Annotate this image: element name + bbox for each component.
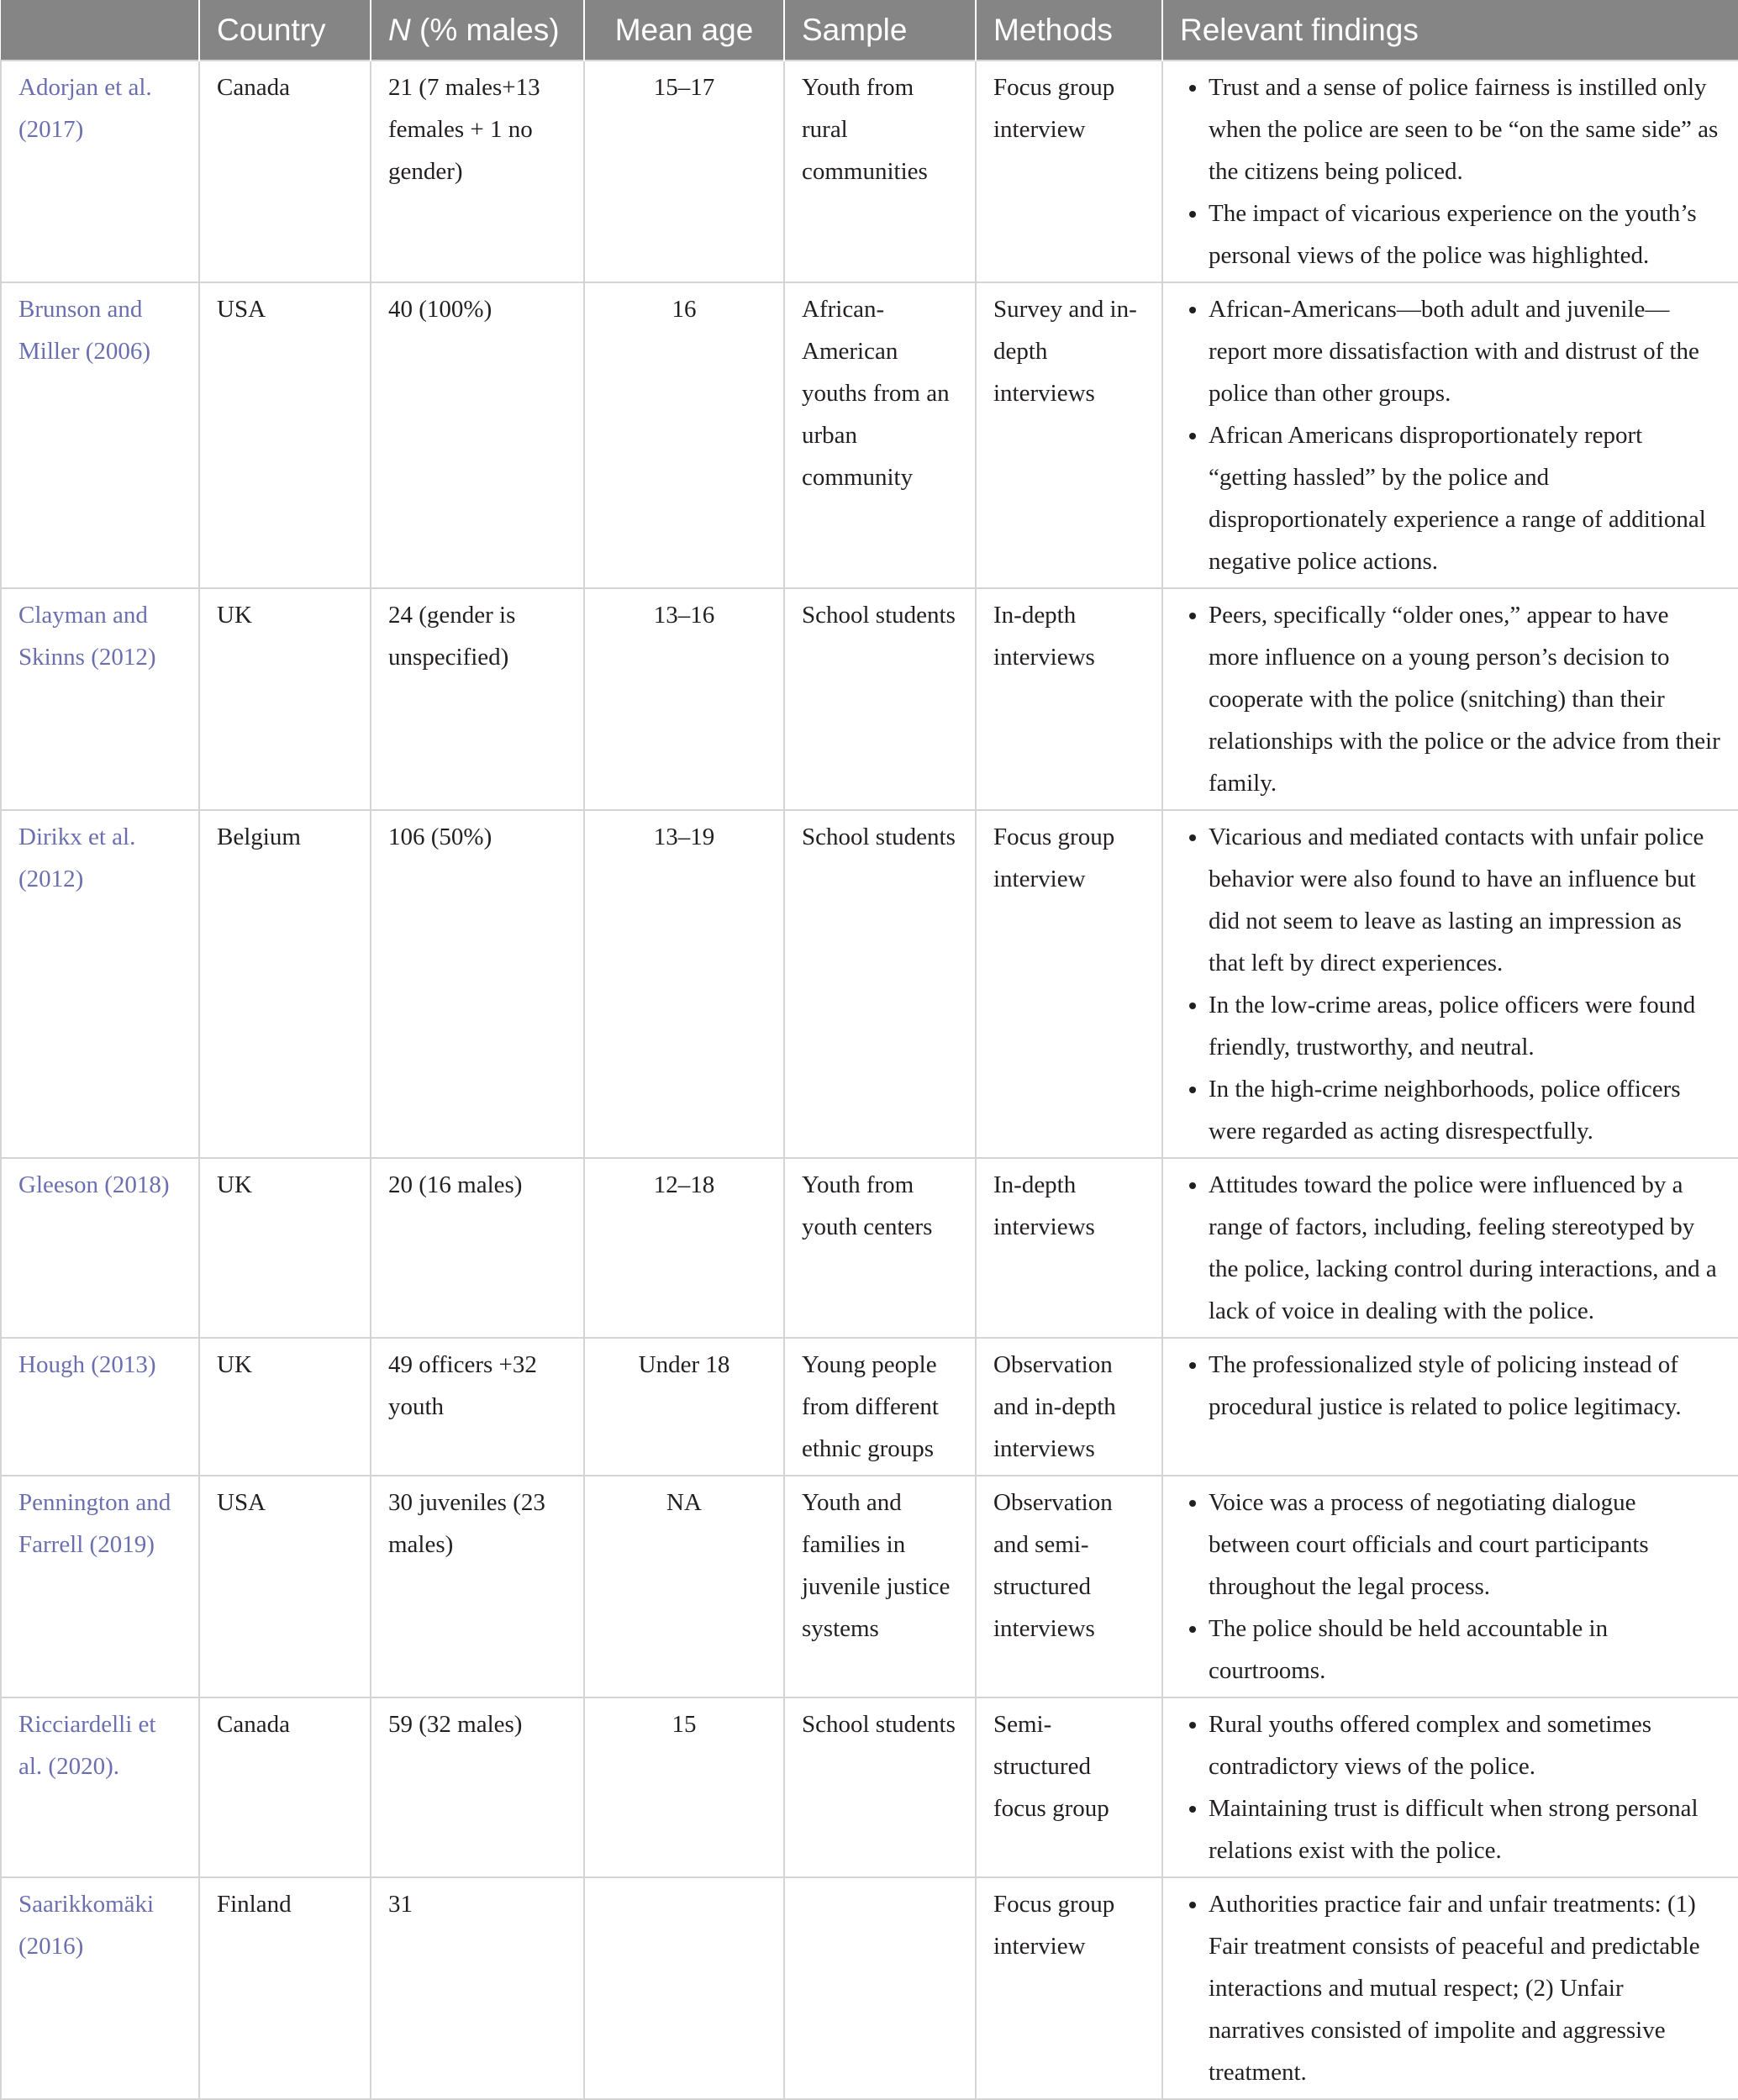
cell-mean-age: 16 xyxy=(584,282,784,588)
table-row xyxy=(1,1158,1738,1338)
cell-country: Canada xyxy=(199,61,371,282)
cell-findings xyxy=(1162,1338,1738,1476)
cell-study: Adorjan et al. (2017) xyxy=(1,61,199,282)
cell-country: Belgium xyxy=(199,810,371,1158)
cell-n: 30 juveniles (23 males) xyxy=(371,1476,584,1697)
cell-sample: Youth and families in juvenile justice systems xyxy=(784,1476,976,1697)
cell-study: Hough (2013) xyxy=(1,1338,199,1476)
cell-study: Brunson and Miller (2006) xyxy=(1,282,199,588)
cell-study: Saarikkomäki (2016) xyxy=(1,1877,199,2099)
cell-sample: African-American youths from an urban community xyxy=(784,282,976,588)
finding-item: • The police should be held accountable in courtrooms. xyxy=(1209,1608,1721,1692)
cell-country: UK xyxy=(199,1338,371,1476)
cell-findings xyxy=(1162,810,1738,1158)
cell-findings xyxy=(1162,588,1738,810)
cell-methods: Focus group interview xyxy=(976,810,1162,1158)
cell-study: Gleeson (2018) xyxy=(1,1158,199,1338)
finding-item: • Voice was a process of negotiating dialogue between court officials and court participants throughout the legal process. xyxy=(1209,1482,1721,1608)
cell-methods: In-depth interviews xyxy=(976,1158,1162,1338)
header-n-italic: N xyxy=(388,13,411,47)
cell-n: 40 (100%) xyxy=(371,282,584,588)
table-body xyxy=(1,61,1738,2099)
cell-mean-age: Under 18 xyxy=(584,1338,784,1476)
findings-list xyxy=(1180,66,1721,276)
finding-item: • Vicarious and mediated contacts with unfair police behavior were also found to have an influence but did not seem to leave as lasting an impression as that left by direct experiences. xyxy=(1209,816,1721,984)
header-row xyxy=(1,0,1738,61)
cell-methods: In-depth interviews xyxy=(976,588,1162,810)
cell-country: USA xyxy=(199,282,371,588)
cell-mean-age xyxy=(584,1877,784,2099)
cell-sample: Youth from rural communities xyxy=(784,61,976,282)
cell-sample: School students xyxy=(784,588,976,810)
finding-item: • Rural youths offered complex and sometimes contradictory views of the police. xyxy=(1209,1703,1721,1787)
table-row xyxy=(1,1877,1738,2099)
findings-list xyxy=(1180,1883,1721,2093)
finding-item: • The professionalized style of policing instead of procedural justice is related to police legitimacy. xyxy=(1209,1344,1721,1428)
header-n-rest: (% males) xyxy=(410,13,560,47)
table-row xyxy=(1,1338,1738,1476)
cell-sample: Young people from different ethnic groups xyxy=(784,1338,976,1476)
cell-study: Clayman and Skinns (2012) xyxy=(1,588,199,810)
finding-item: • In the high-crime neighborhoods, police officers were regarded as acting disrespectfully. xyxy=(1209,1068,1721,1152)
cell-country: USA xyxy=(199,1476,371,1697)
cell-n: 59 (32 males) xyxy=(371,1697,584,1877)
header-mean-age: Mean age xyxy=(584,0,784,61)
cell-n: 31 xyxy=(371,1877,584,2099)
findings-list xyxy=(1180,1482,1721,1692)
cell-findings xyxy=(1162,1476,1738,1697)
cell-mean-age: NA xyxy=(584,1476,784,1697)
table-row xyxy=(1,282,1738,588)
cell-mean-age: 15–17 xyxy=(584,61,784,282)
table-row xyxy=(1,1476,1738,1697)
cell-mean-age: 13–16 xyxy=(584,588,784,810)
cell-mean-age: 13–19 xyxy=(584,810,784,1158)
cell-methods: Focus group interview xyxy=(976,61,1162,282)
header-findings: Relevant findings xyxy=(1162,0,1738,61)
cell-n: 49 officers +32 youth xyxy=(371,1338,584,1476)
table-row xyxy=(1,810,1738,1158)
finding-item: • Authorities practice fair and unfair treatments: (1) Fair treatment consists of peaceful and predictable interactions and mutual respect; (2) Unfair narratives consisted of impolite and aggressive treatment. xyxy=(1209,1883,1721,2093)
cell-findings xyxy=(1162,1877,1738,2099)
finding-item: • In the low-crime areas, police officers were found friendly, trustworthy, and neutral. xyxy=(1209,984,1721,1068)
cell-sample: School students xyxy=(784,1697,976,1877)
cell-study: Pennington and Farrell (2019) xyxy=(1,1476,199,1697)
cell-findings xyxy=(1162,61,1738,282)
cell-n: 20 (16 males) xyxy=(371,1158,584,1338)
cell-findings xyxy=(1162,1697,1738,1877)
header-sample: Sample xyxy=(784,0,976,61)
findings-list xyxy=(1180,1164,1721,1332)
finding-item: • African Americans disproportionately report “getting hassled” by the police and disproportionately experience a range of additional negative police actions. xyxy=(1209,414,1721,582)
cell-n: 106 (50%) xyxy=(371,810,584,1158)
finding-item: • Trust and a sense of police fairness is instilled only when the police are seen to be “on the same side” as the citizens being policed. xyxy=(1209,66,1721,192)
finding-item: • Peers, specifically “older ones,” appear to have more influence on a young person’s decision to cooperate with the police (snitching) than their relationships with the police or the advice from their family. xyxy=(1209,594,1721,804)
cell-country: UK xyxy=(199,588,371,810)
cell-country: UK xyxy=(199,1158,371,1338)
cell-mean-age: 15 xyxy=(584,1697,784,1877)
cell-methods: Survey and in-depth interviews xyxy=(976,282,1162,588)
header-study xyxy=(1,0,199,61)
cell-country: Finland xyxy=(199,1877,371,2099)
cell-study: Dirikx et al. (2012) xyxy=(1,810,199,1158)
cell-n: 24 (gender is unspecified) xyxy=(371,588,584,810)
header-n xyxy=(371,0,584,61)
finding-item: • The impact of vicarious experience on the youth’s personal views of the police was highlighted. xyxy=(1209,192,1721,276)
cell-findings xyxy=(1162,1158,1738,1338)
table-header xyxy=(1,0,1738,61)
findings-list xyxy=(1180,1344,1721,1428)
cell-sample xyxy=(784,1877,976,2099)
cell-methods: Semi-structured focus group xyxy=(976,1697,1162,1877)
cell-country: Canada xyxy=(199,1697,371,1877)
cell-sample: School students xyxy=(784,810,976,1158)
header-methods: Methods xyxy=(976,0,1162,61)
cell-findings xyxy=(1162,282,1738,588)
cell-mean-age: 12–18 xyxy=(584,1158,784,1338)
cell-methods: Focus group interview xyxy=(976,1877,1162,2099)
findings-list xyxy=(1180,1703,1721,1871)
findings-list xyxy=(1180,816,1721,1152)
table-row xyxy=(1,61,1738,282)
table-row xyxy=(1,1697,1738,1877)
finding-item: • Attitudes toward the police were influenced by a range of factors, including, feeling stereotyped by the police, lacking control during interactions, and a lack of voice in dealing with the police. xyxy=(1209,1164,1721,1332)
cell-sample: Youth from youth centers xyxy=(784,1158,976,1338)
findings-list xyxy=(1180,288,1721,582)
cell-study: Ricciardelli et al. (2020). xyxy=(1,1697,199,1877)
header-country: Country xyxy=(199,0,371,61)
cell-methods: Observation and semi-structured interviews xyxy=(976,1476,1162,1697)
finding-item: • Maintaining trust is difficult when strong personal relations exist with the police. xyxy=(1209,1787,1721,1871)
finding-item: • African-Americans—both adult and juvenile—report more dissatisfaction with and distrust of the police than other groups. xyxy=(1209,288,1721,414)
cell-n: 21 (7 males+13 females + 1 no gender) xyxy=(371,61,584,282)
cell-methods: Observation and in-depth interviews xyxy=(976,1338,1162,1476)
table-row xyxy=(1,588,1738,810)
findings-list xyxy=(1180,594,1721,804)
